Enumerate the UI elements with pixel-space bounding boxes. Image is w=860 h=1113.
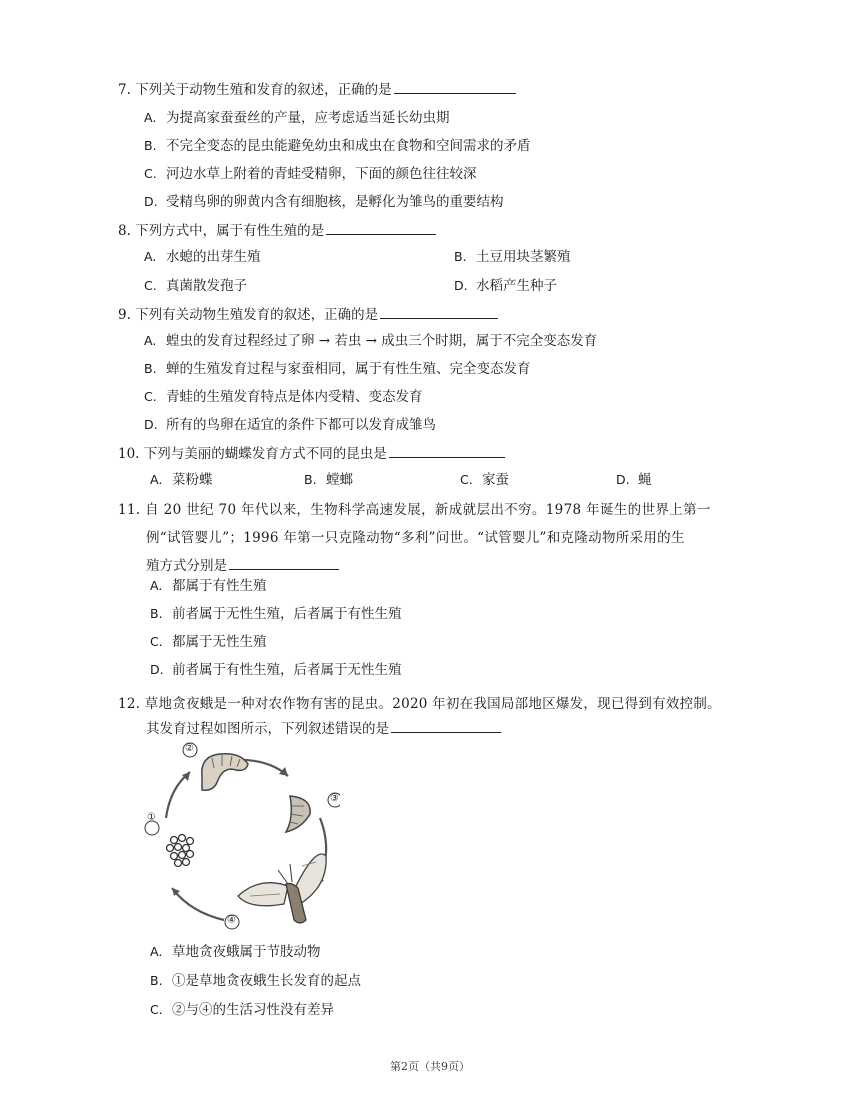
option-letter: A. (150, 944, 163, 959)
option-letter: A. (150, 578, 163, 593)
option-letter: C. (144, 278, 157, 293)
page-footer: 第2页（共9页） (390, 1060, 470, 1073)
option-text: 土豆用块茎繁殖 (476, 249, 571, 265)
question-10-option-c (460, 466, 509, 494)
option-text: 河边水草上附着的青蛙受精卵，下面的颜色往往较深 (166, 166, 477, 182)
question-7-option-d (144, 188, 504, 216)
question-8-option-d (454, 272, 557, 300)
option-letter: C. (460, 472, 473, 487)
option-letter: B. (454, 249, 467, 264)
question-9-option-c (144, 383, 423, 411)
question-8-text: 8. 下列方式中，属于有性生殖的是 (118, 223, 325, 239)
question-11-option-b (150, 600, 402, 628)
option-text: 螳螂 (326, 472, 353, 488)
question-12-option-b (150, 967, 361, 995)
option-text: 前者属于无性生殖，后者属于有性生殖 (172, 606, 402, 622)
question-11-option-d (150, 656, 402, 684)
answer-blank (326, 220, 436, 235)
option-text: 草地贪夜蛾属于节肢动物 (172, 944, 321, 960)
question-10-text: 10. 下列与美丽的蝴蝶发育方式不同的昆虫是 (118, 446, 387, 462)
question-8-stem (118, 217, 436, 245)
option-letter: B. (144, 361, 157, 376)
answer-blank (229, 555, 339, 570)
question-9-option-b (144, 355, 531, 383)
question-11-option-c (150, 628, 267, 656)
eggs-illustration (167, 835, 194, 867)
option-text: 受精鸟卵的卵黄内含有细胞核，是孵化为雏鸟的重要结构 (166, 194, 504, 210)
option-letter: B. (150, 973, 163, 988)
question-10-option-b (304, 466, 353, 494)
option-letter: A. (144, 110, 157, 125)
answer-blank (394, 79, 516, 94)
option-text: ②与④的生活习性没有差异 (172, 1002, 334, 1018)
option-text: 不完全变态的昆虫能避免幼虫和成虫在食物和空间需求的矛盾 (166, 138, 531, 154)
question-12-text-end: 其发育过程如图所示，下列叙述错误的是 (146, 721, 389, 737)
option-letter: D. (150, 662, 164, 677)
question-8-option-b (454, 243, 571, 271)
question-12-option-c (150, 996, 334, 1024)
question-11-option-a (150, 572, 267, 600)
option-text: 都属于无性生殖 (172, 634, 267, 650)
option-letter: D. (144, 194, 158, 209)
option-text: 蝉的生殖发育过程与家蚕相同，属于有性生殖、完全变态发育 (166, 361, 531, 377)
option-text: 前者属于有性生殖，后者属于无性生殖 (172, 662, 402, 678)
option-text: 菜粉蝶 (172, 472, 213, 488)
option-letter: C. (150, 634, 163, 649)
question-7-option-c (144, 160, 477, 188)
question-9-option-d (144, 411, 436, 439)
option-text: ①是草地贪夜蛾生长发育的起点 (172, 973, 361, 989)
question-12-option-a (150, 938, 321, 966)
answer-blank (391, 718, 501, 733)
option-letter: C. (144, 166, 157, 181)
option-letter: B. (144, 138, 157, 153)
option-text: 青蛙的生殖发育特点是体内受精、变态发育 (166, 389, 423, 405)
question-10-option-d (616, 466, 652, 494)
option-letter: B. (304, 472, 317, 487)
question-11-text-end: 殖方式分别是 (146, 558, 227, 574)
question-10-option-a (150, 466, 213, 494)
option-text: 水稻产生种子 (476, 278, 557, 294)
question-12-line-1: 12. 草地贪夜蛾是一种对农作物有害的昆虫。2020 年初在我国局部地区爆发，现已得到有效控制。 (118, 696, 721, 712)
figure-label-2: ② (185, 743, 194, 754)
question-9-text: 9. 下列有关动物生殖发育的叙述，正确的是 (118, 307, 379, 323)
option-text: 家蚕 (482, 472, 509, 488)
question-11-line-2: 例“试管婴儿”；1996 年第一只克隆动物“多利”问世。“试管婴儿”和克隆动物所采用的生 (146, 530, 685, 546)
question-7-text: 7. 下列关于动物生殖和发育的叙述，正确的是 (118, 82, 392, 98)
option-text: 所有的鸟卵在适宜的条件下都可以发育成雏鸟 (166, 417, 436, 433)
question-7-option-a (144, 104, 450, 132)
moth-life-cycle-figure (140, 736, 340, 936)
option-letter: D. (616, 472, 630, 487)
figure-label-1: ① (147, 812, 156, 823)
option-letter: C. (150, 1002, 163, 1017)
option-text: 都属于有性生殖 (172, 578, 267, 594)
answer-blank (380, 304, 498, 319)
option-text: 蝗虫的发育过程经过了卵 → 若虫 → 成虫三个时期，属于不完全变态发育 (166, 333, 598, 349)
question-10-stem (118, 440, 505, 468)
answer-blank (389, 443, 505, 458)
question-7-option-b (144, 132, 531, 160)
question-8-option-c (144, 272, 247, 300)
figure-label-3: ③ (330, 793, 339, 804)
option-text: 真菌散发孢子 (166, 278, 247, 294)
question-9-stem (118, 301, 498, 329)
option-letter: A. (150, 472, 163, 487)
option-letter: B. (150, 606, 163, 621)
option-letter: A. (144, 249, 157, 264)
question-8-option-a (144, 243, 261, 271)
question-9-option-a (144, 327, 597, 355)
option-text: 蝇 (638, 472, 652, 488)
adult-moth-illustration (238, 854, 326, 923)
pupa-illustration (286, 796, 310, 832)
option-text: 为提高家蚕蚕丝的产量，应考虑适当延长幼虫期 (166, 110, 450, 126)
cycle-arrow-4-to-1 (172, 888, 224, 920)
option-letter: C. (144, 389, 157, 404)
larva-illustration (202, 754, 248, 791)
option-text: 水螅的出芽生殖 (166, 249, 261, 265)
option-letter: D. (144, 417, 158, 432)
question-11-line-1: 11. 自 20 世纪 70 年代以来，生物科学高速发展，新成就层出不穷。1978 年诞生的世界上第一 (118, 502, 711, 518)
question-7-stem (118, 76, 516, 104)
option-letter: A. (144, 333, 157, 348)
figure-label-4: ④ (227, 915, 236, 926)
option-letter: D. (454, 278, 468, 293)
